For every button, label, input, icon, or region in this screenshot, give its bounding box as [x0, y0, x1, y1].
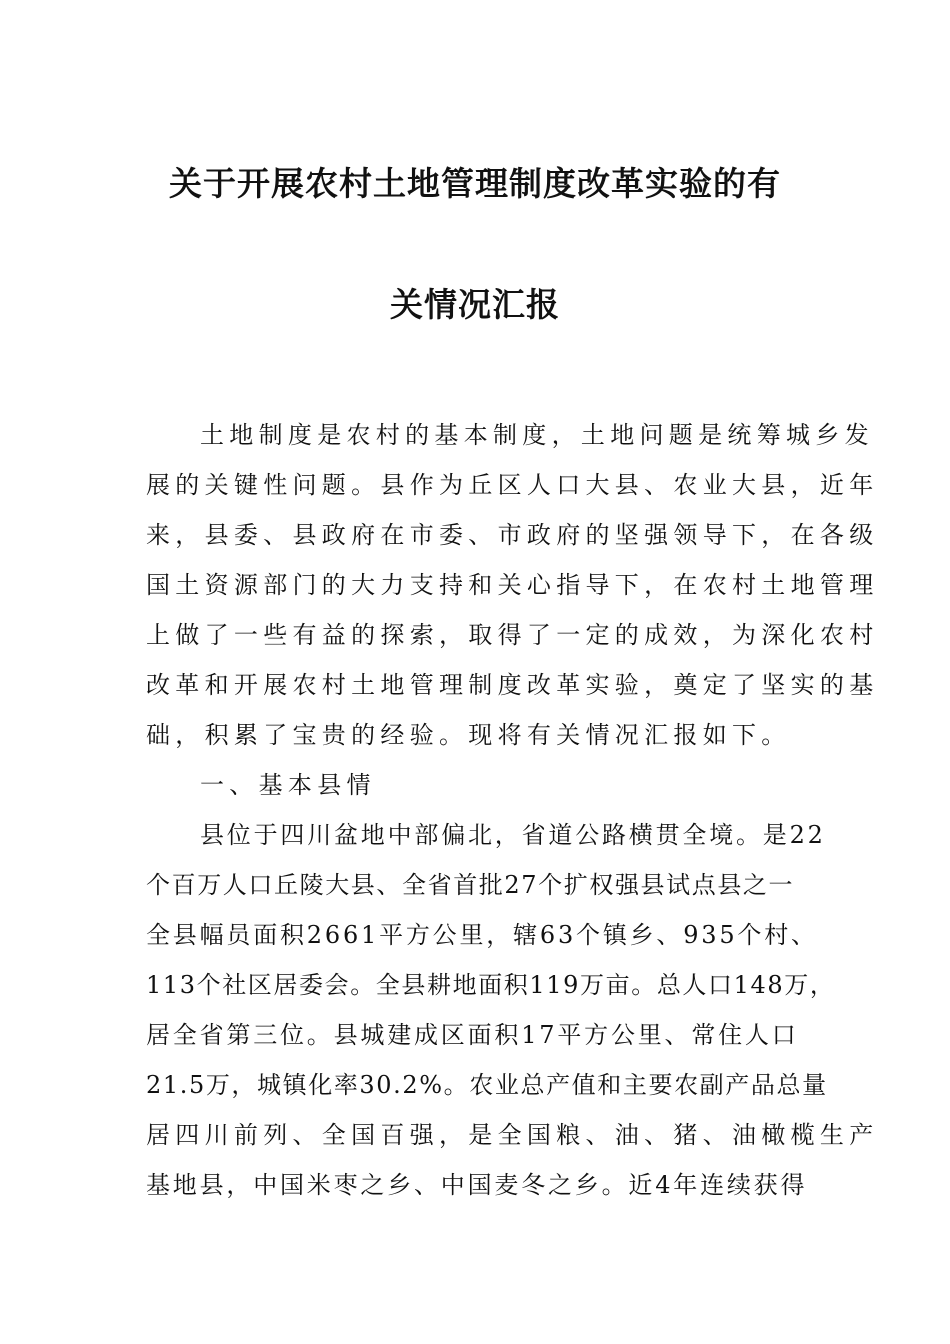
paragraph-2-line: 个百万人口丘陵大县、全省首批27个扩权强县试点县之一 — [146, 871, 795, 899]
paragraph-1-line: 土地制度是农村的基本制度，土地问题是统筹城乡发 — [200, 421, 874, 449]
paragraph-2-line: 居四川前列、全国百强，是全国粮、油、猪、油橄榄生产 — [146, 1121, 879, 1149]
paragraph-1-line: 改革和开展农村土地管理制度改革实验，奠定了坚实的基 — [146, 671, 879, 699]
paragraph-2-line: 21.5万，城镇化率30.2%。农业总产值和主要农副产品总量 — [146, 1071, 828, 1099]
document-title-line-1: 关于开展农村土地管理制度改革实验的有 — [169, 164, 781, 203]
paragraph-2-line: 全县幅员面积2661平方公里，辖63个镇乡、935个村、 — [146, 921, 818, 949]
document-title-line-2: 关情况汇报 — [390, 285, 560, 324]
paragraph-1-line: 国土资源部门的大力支持和关心指导下，在农村土地管理 — [146, 571, 879, 599]
paragraph-1-line: 展的关键性问题。县作为丘区人口大县、农业大县，近年 — [146, 471, 879, 499]
paragraph-1-line: 来，县委、县政府在市委、市政府的坚强领导下，在各级 — [146, 521, 879, 549]
paragraph-1-line: 础，积累了宝贵的经验。现将有关情况汇报如下。 — [146, 721, 791, 749]
paragraph-2-line: 113个社区居委会。全县耕地面积119万亩。总人口148万， — [146, 971, 836, 999]
document-body — [146, 410, 879, 1210]
paragraph-2-line: 居全省第三位。县城建成区面积17平方公里、常住人口 — [146, 1021, 799, 1049]
paragraph-1-line: 上做了一些有益的探索，取得了一定的成效，为深化农村 — [146, 621, 879, 649]
paragraph-2-line: 县位于四川盆地中部偏北，省道公路横贯全境。是22 — [200, 821, 826, 849]
paragraph-2-line: 基地县，中国米枣之乡、中国麦冬之乡。近4年连续获得 — [146, 1171, 808, 1199]
section-heading: 一、基本县情 — [200, 771, 376, 799]
